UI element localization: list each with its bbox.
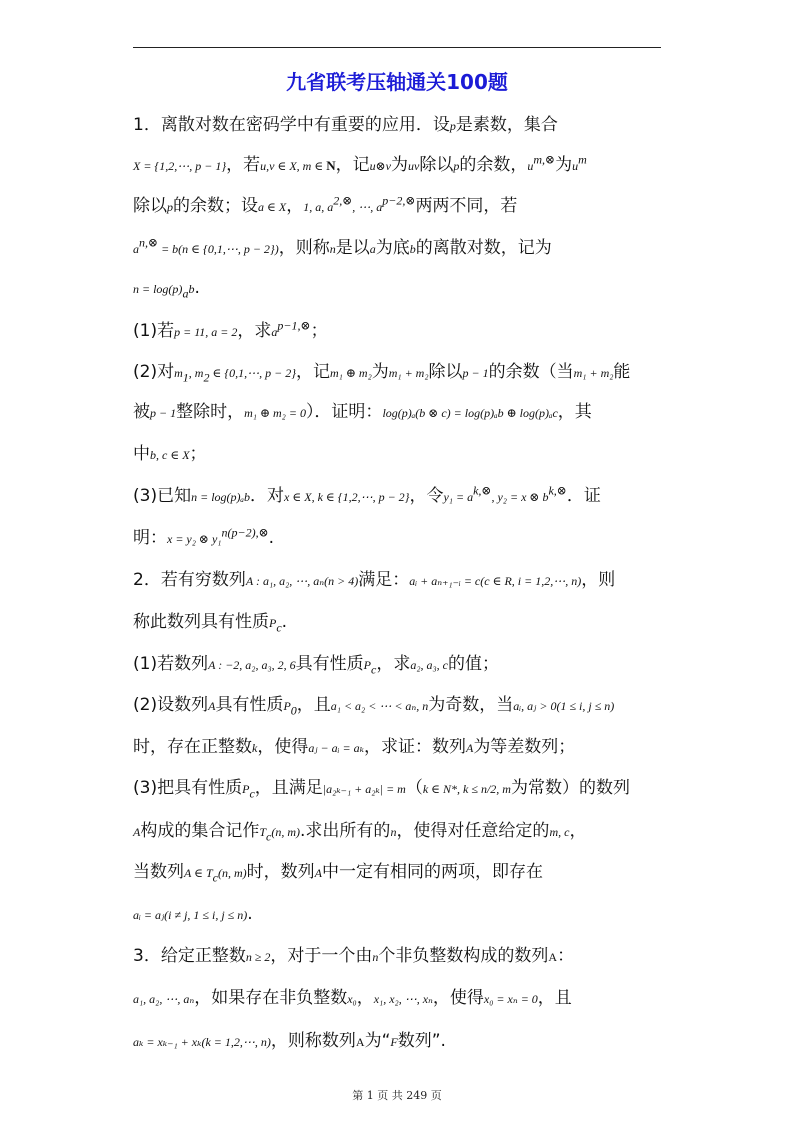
problem-text: ，	[569, 821, 587, 841]
problem-text: .	[247, 904, 253, 924]
text-line	[133, 361, 630, 384]
math-expr: a₁, a₂, ⋯, aₙ	[133, 992, 195, 1006]
text-line	[133, 569, 615, 592]
math-expr: m₁ ⊕ m₂	[330, 366, 372, 380]
problem-text: 除以	[419, 155, 454, 175]
math-expr: k	[252, 741, 258, 755]
text-line	[133, 527, 274, 550]
problem-text: 除以	[133, 196, 167, 216]
text-line	[133, 694, 614, 717]
math-expr: m,⊗	[533, 152, 556, 167]
math-expr: m	[578, 152, 587, 167]
problem-text: (1)若数列	[133, 654, 209, 674]
problem-text: 的余数（当	[488, 362, 574, 382]
problem-text: ，如果存在非负整数	[194, 988, 348, 1008]
problem-text: 能	[613, 362, 631, 382]
math-expr: n = log(p)ₐb	[191, 490, 251, 504]
text-line	[133, 736, 575, 759]
math-expr: 1, a, a	[303, 200, 334, 214]
math-expr: a	[271, 325, 278, 339]
problem-text: (1)若	[133, 321, 175, 341]
math-expr: A	[548, 950, 558, 964]
problem-text: 明：	[133, 528, 167, 548]
problem-text: 为“	[364, 1031, 391, 1051]
problem-text: 中一定有相同的两项，即存在	[322, 862, 544, 882]
problem-text: ，令	[409, 486, 444, 506]
text-line	[133, 861, 543, 884]
math-expr: A	[355, 1035, 365, 1049]
math-expr: P	[363, 658, 371, 672]
math-expr: T	[259, 825, 267, 839]
page-footer: 第 1 页 共 249 页	[352, 1089, 442, 1102]
problem-text: ，且	[537, 988, 572, 1008]
math-expr: m	[174, 366, 183, 380]
problem-text: 被	[133, 402, 150, 422]
math-expr: p	[167, 200, 173, 214]
problem-text: (2)设数列	[133, 695, 209, 715]
text-line	[133, 903, 253, 926]
problem-text: ，使得对任意给定的	[396, 821, 550, 841]
math-expr: A	[465, 741, 474, 755]
problem-text: 整除时，	[176, 402, 245, 422]
problem-text: 为	[555, 155, 573, 175]
problem-text: 为底	[375, 238, 410, 258]
math-expr: ∈ {0,1,⋯, p − 2}	[209, 366, 297, 380]
math-expr: p	[453, 159, 460, 173]
text-line	[133, 443, 207, 466]
problem-text: ，使得	[257, 737, 309, 757]
math-expr: 1	[182, 370, 189, 385]
text-line	[133, 114, 558, 137]
text-line	[133, 237, 552, 260]
math-expr: a	[133, 242, 139, 256]
text-line	[133, 1030, 446, 1053]
problem-text: ，则称	[278, 238, 330, 258]
text-line	[133, 611, 287, 634]
problem-text: 除以	[428, 362, 463, 382]
math-expr: aᵢ + aₙ₊₁₋ᵢ = c(c ∈ R, i = 1,2,⋯, n)	[409, 574, 582, 588]
problem-text: 构成的集合记作	[140, 821, 260, 841]
math-expr: , y₂ = x ⊗ b	[491, 490, 549, 504]
problem-text: ；	[189, 444, 207, 464]
math-expr: n ≥ 2	[245, 950, 271, 964]
problem-text: 是以	[335, 238, 370, 258]
problem-text: ）．证明：	[305, 402, 383, 422]
problem-text: 称此数列具有性质	[133, 612, 269, 632]
problem-text: 为常数）的数列	[510, 778, 630, 798]
math-expr: n,⊗	[139, 235, 159, 250]
math-expr: m₁ ⊕ m₂ = 0	[244, 406, 306, 420]
problem-text: 个非负整数构成的数列	[378, 946, 549, 966]
problem-text: ，且	[296, 695, 331, 715]
math-expr: p − 1	[462, 366, 489, 380]
problem-text: 满足：	[358, 570, 410, 590]
math-expr: P	[269, 616, 277, 630]
problem-text: 的值；	[448, 654, 499, 674]
math-expr: p	[449, 119, 456, 133]
problem-text: ；	[310, 321, 328, 341]
math-expr: m₁ + m₂	[388, 366, 429, 380]
math-expr: c	[249, 786, 255, 801]
math-expr: n	[390, 825, 397, 839]
page-title: 九省联考压轴通关100题	[286, 70, 508, 94]
problem-text: ，则	[581, 570, 616, 590]
math-expr: A	[133, 825, 141, 839]
problem-text: 是素数，集合	[455, 115, 558, 135]
text-line	[133, 277, 200, 300]
math-expr: x = y₂ ⊗ y₁	[167, 532, 222, 546]
problem-text: ，其	[557, 402, 592, 422]
problem-text: ，求	[376, 654, 411, 674]
math-expr: p − 1	[150, 406, 177, 420]
problem-text: 3．给定正整数	[133, 946, 246, 966]
text-line	[133, 653, 499, 676]
problem-text: .求出所有的	[300, 821, 391, 841]
math-expr: 2	[203, 370, 210, 385]
problem-text: .	[268, 528, 275, 548]
math-expr: c	[212, 870, 218, 885]
math-expr: m₁ + m₂	[573, 366, 614, 380]
header-rule	[133, 47, 661, 48]
problem-text: ，且满足	[254, 778, 323, 798]
math-expr: A : −2, a₂, a₃, 2, 6	[208, 658, 296, 672]
math-expr: aᵢ, aⱼ > 0(1 ≤ i, j ≤ n)	[513, 699, 615, 713]
problem-text: 的余数；设	[173, 196, 258, 216]
math-expr: u,v ∈ X, m ∈	[260, 159, 327, 173]
problem-text: 当数列	[133, 862, 184, 882]
math-expr: n	[329, 242, 336, 256]
math-expr: A : a₁, a₂, ⋯, aₙ(n > 4)	[245, 574, 359, 588]
math-expr: A ∈ T	[184, 866, 213, 880]
problem-text: 为	[371, 362, 389, 382]
problem-text: 时，数列	[246, 862, 315, 882]
math-expr: a₁ < a₂ < ⋯ < aₙ, n	[330, 699, 429, 713]
problem-text: (2)对	[133, 362, 175, 382]
math-expr: x ∈ X, k ∈ {1,2,⋯, p − 2}	[284, 490, 410, 504]
problem-text: ，	[286, 196, 304, 216]
problem-text: 具有性质	[215, 695, 284, 715]
math-expr: (n, m)	[218, 866, 247, 880]
text-line	[133, 485, 601, 508]
text-line	[133, 195, 517, 218]
text-line	[133, 987, 572, 1010]
problem-text: ，对于一个由	[270, 946, 373, 966]
problem-text: .	[194, 278, 200, 298]
problem-text: ．证	[566, 486, 601, 506]
problem-text: （	[405, 778, 423, 798]
math-expr: k,⊗	[473, 483, 492, 498]
text-line	[133, 320, 328, 343]
problem-text: 两两不同，若	[415, 196, 518, 216]
math-expr: c	[266, 829, 272, 844]
math-expr: A	[314, 866, 323, 880]
math-expr: x₁, x₂, ⋯, xₙ	[373, 992, 433, 1006]
text-line	[133, 945, 574, 968]
math-expr: |a₂ₖ₋₁ + a₂ₖ| = m	[322, 782, 406, 796]
math-expr: n(p−2),⊗	[221, 525, 269, 540]
problem-text: 中	[133, 444, 150, 464]
math-expr: u	[572, 159, 579, 173]
problem-text: ，若	[226, 155, 261, 175]
problem-text: 时，存在正整数	[133, 737, 252, 757]
problem-text: ，记	[335, 155, 370, 175]
problem-text: .	[281, 612, 288, 632]
math-expr: P	[242, 782, 250, 796]
math-expr: u	[527, 159, 534, 173]
text-line	[133, 154, 587, 177]
math-expr: , ⋯, a	[352, 200, 383, 214]
problem-text: ：	[557, 946, 575, 966]
math-expr: aₖ = xₖ₋₁ + xₖ(k = 1,2,⋯, n)	[133, 1035, 271, 1049]
problem-text: 数列”.	[397, 1031, 446, 1051]
math-expr: = b(n ∈ {0,1,⋯, p − 2})	[158, 242, 279, 256]
math-expr: F	[390, 1035, 398, 1049]
math-expr: a ∈ X	[258, 200, 287, 214]
math-expr: p−2,⊗	[382, 193, 416, 208]
text-line	[133, 401, 592, 424]
math-expr: p = 11, a = 2	[174, 325, 238, 339]
math-expr: log(p)ₐ(b ⊗ c) = log(p)ₐb ⊕ log(p)ₐc	[382, 406, 558, 420]
math-expr: k ∈ N*, k ≤ n/2, m	[422, 782, 511, 796]
math-expr: uv	[408, 159, 420, 173]
math-expr: x₀ = xₙ = 0	[483, 992, 538, 1006]
problem-text: 具有性质	[295, 654, 364, 674]
problem-text: ，	[356, 988, 374, 1008]
math-expr: P	[283, 699, 291, 713]
math-expr: y₁ = a	[443, 490, 474, 504]
math-expr: p−1,⊗	[277, 318, 311, 333]
math-expr: n = log(p)	[133, 282, 183, 296]
math-expr: N	[326, 158, 336, 173]
math-expr: b, c ∈ X	[150, 448, 190, 462]
math-expr: u⊗v	[369, 159, 391, 173]
math-expr: c	[371, 662, 377, 677]
problem-text: ，求证：数列	[363, 737, 466, 757]
math-expr: k,⊗	[548, 483, 567, 498]
math-expr: x₀	[347, 992, 357, 1006]
math-expr: a	[369, 242, 376, 256]
problem-text: 的离散对数，记为	[415, 238, 552, 258]
problem-text: 2．若有穷数列	[133, 570, 246, 590]
math-expr: m, c	[549, 825, 570, 839]
problem-text: 为奇数，当	[428, 695, 514, 715]
problem-text: ，求	[237, 321, 272, 341]
problem-text: (3)已知	[133, 486, 192, 506]
problem-text: 为	[391, 155, 408, 175]
math-expr: aᵢ = aⱼ(i ≠ j, 1 ≤ i, j ≤ n)	[133, 908, 248, 922]
math-expr: 2,⊗	[333, 193, 353, 208]
math-expr: b	[188, 282, 195, 296]
math-expr: b	[409, 242, 416, 256]
problem-text: 1．离散对数在密码学中有重要的应用．设	[133, 115, 450, 135]
math-expr: X = {1,2,⋯, p − 1}	[133, 159, 227, 173]
math-expr: A	[208, 699, 216, 713]
problem-text: ，使得	[432, 988, 484, 1008]
problem-text: ，则称数列	[270, 1031, 356, 1051]
math-expr: , m	[188, 366, 204, 380]
problem-text: ．对	[250, 486, 285, 506]
text-line	[133, 777, 630, 800]
problem-text: 为等差数列；	[473, 737, 576, 757]
math-expr: a	[182, 286, 189, 301]
problem-text: 的余数，	[459, 155, 528, 175]
problem-text: ，记	[296, 362, 331, 382]
problem-text: (3)把具有性质	[133, 778, 243, 798]
text-line	[133, 820, 586, 843]
math-expr: 0	[290, 703, 297, 718]
math-expr: (n, m)	[271, 825, 301, 839]
math-expr: c	[276, 620, 282, 635]
math-expr: n	[372, 950, 379, 964]
math-expr: a₂, a₃, c	[410, 658, 448, 672]
math-expr: aⱼ − aᵢ = aₖ	[308, 741, 364, 755]
